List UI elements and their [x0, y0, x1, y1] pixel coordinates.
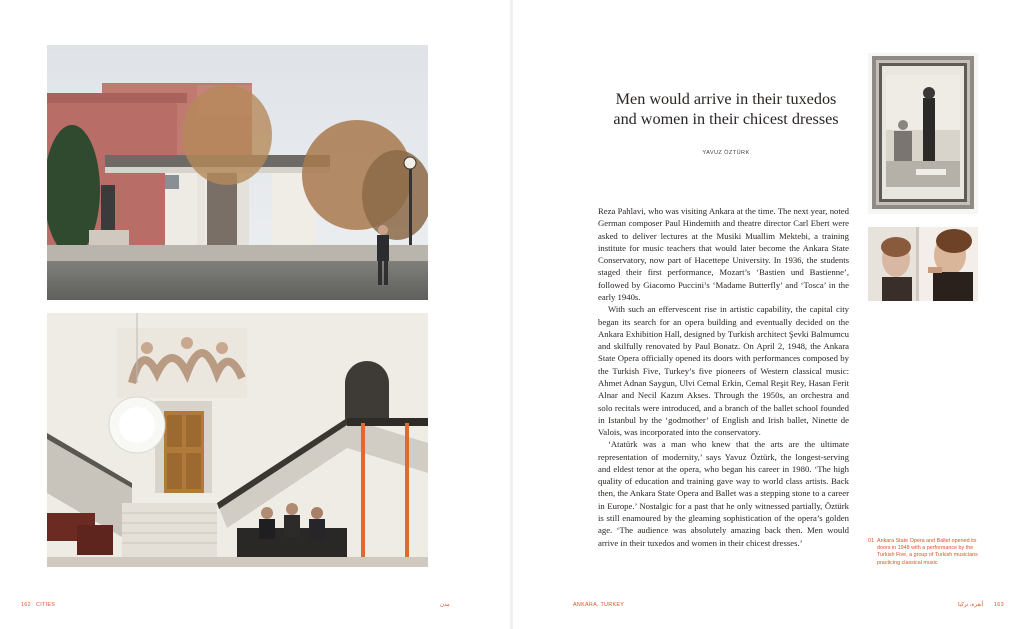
left-section-label: CITIES — [36, 602, 56, 608]
right-location-label: ANKARA, TURKEY — [573, 602, 625, 608]
body-paragraph-1: Reza Pahlavi, who was visiting Ankara at the time. The next year, noted German composer Paul Hindemith and theatre director Carl Ebert were asked to deliver lectures at the Musiki Muallim Mektebi, a training institute for music teachers that would later become the Ankara State Conservatory, now part of Hacettepe University. In 1936, the students staged their first performance, Mozart’s ‘Bastien und Bastienne’, followed by Giacomo Puccini’s ‘Madame Butterfly’ and ‘Tosca’ in the early 1940s. — [598, 206, 849, 302]
right-page-number: 163 — [994, 602, 1004, 608]
opera-hall-interior-photo — [47, 313, 428, 567]
opera-building-exterior-photo — [47, 45, 428, 300]
dancer-mirror-photo — [868, 227, 978, 301]
caption-number: 01 — [868, 538, 874, 544]
body-paragraph-2: With such an effervescent rise in artistic capability, the capital city began its search for an opera building and eventually decided on the Ankara Exhibition Hall, designed by Turkish architect Şevki Balmumcu and skilfully renovated by Paul Bonatz. On April 2, 1948, the Ankara State Opera officially opened its doors with performances composed by the Turkish Five, Turkey’s five pioneers of Western classical music: Ahmet Adnan Saygun, Ulvi Cemal Erkin, Cemal Reşit Rey, Hasan Ferit Alnar and Necil Kazım Akses. Through the 1950s, an orchestra and solo recitals were introduced, and a branch of the ballet school founded in Istanbul by the ‘godmother’ of English and Irish ballet, Ninette de Valois, was incorporated into the conservatory. — [598, 304, 849, 438]
article-body — [598, 205, 849, 549]
left-page-number: 162 — [21, 602, 31, 608]
article-headline: Men would arrive in their tuxedos and women in their chicest dresses — [613, 90, 839, 128]
framed-historic-photo — [868, 53, 978, 214]
right-arabic-label: أنقرة، تركيا — [958, 602, 984, 608]
caption-text: Ankara State Opera and Ballet opened its doors in 1948 with a performance by the Turkish Five, a group of Turkish musicians practicing classical music — [877, 538, 978, 566]
body-paragraph-3: ‘Atatürk was a man who knew that the arts are the ultimate representation of modernity,’ says Yavuz Öztürk, the longest-serving and eldest tenor at the opera, who began his career in 1980. ‘The high quality of education and training gave way to world class artists. Back then, the Ankara State Opera and Ballet was a stepping stone to a career in Europe.’ Nostalgic for a past that he only witnessed partially, Öztürk is still enamoured by the gleaming sophistication of the opera’s golden age. ‘The audience was absolutely amazing back then. Men would arrive in their tuxedos and women in their chicest dresses.’ — [598, 439, 849, 548]
article-byline: YAVUZ ÖZTÜRK — [702, 150, 750, 156]
left-arabic-label: مدن — [440, 602, 450, 608]
page-gutter — [510, 0, 513, 629]
